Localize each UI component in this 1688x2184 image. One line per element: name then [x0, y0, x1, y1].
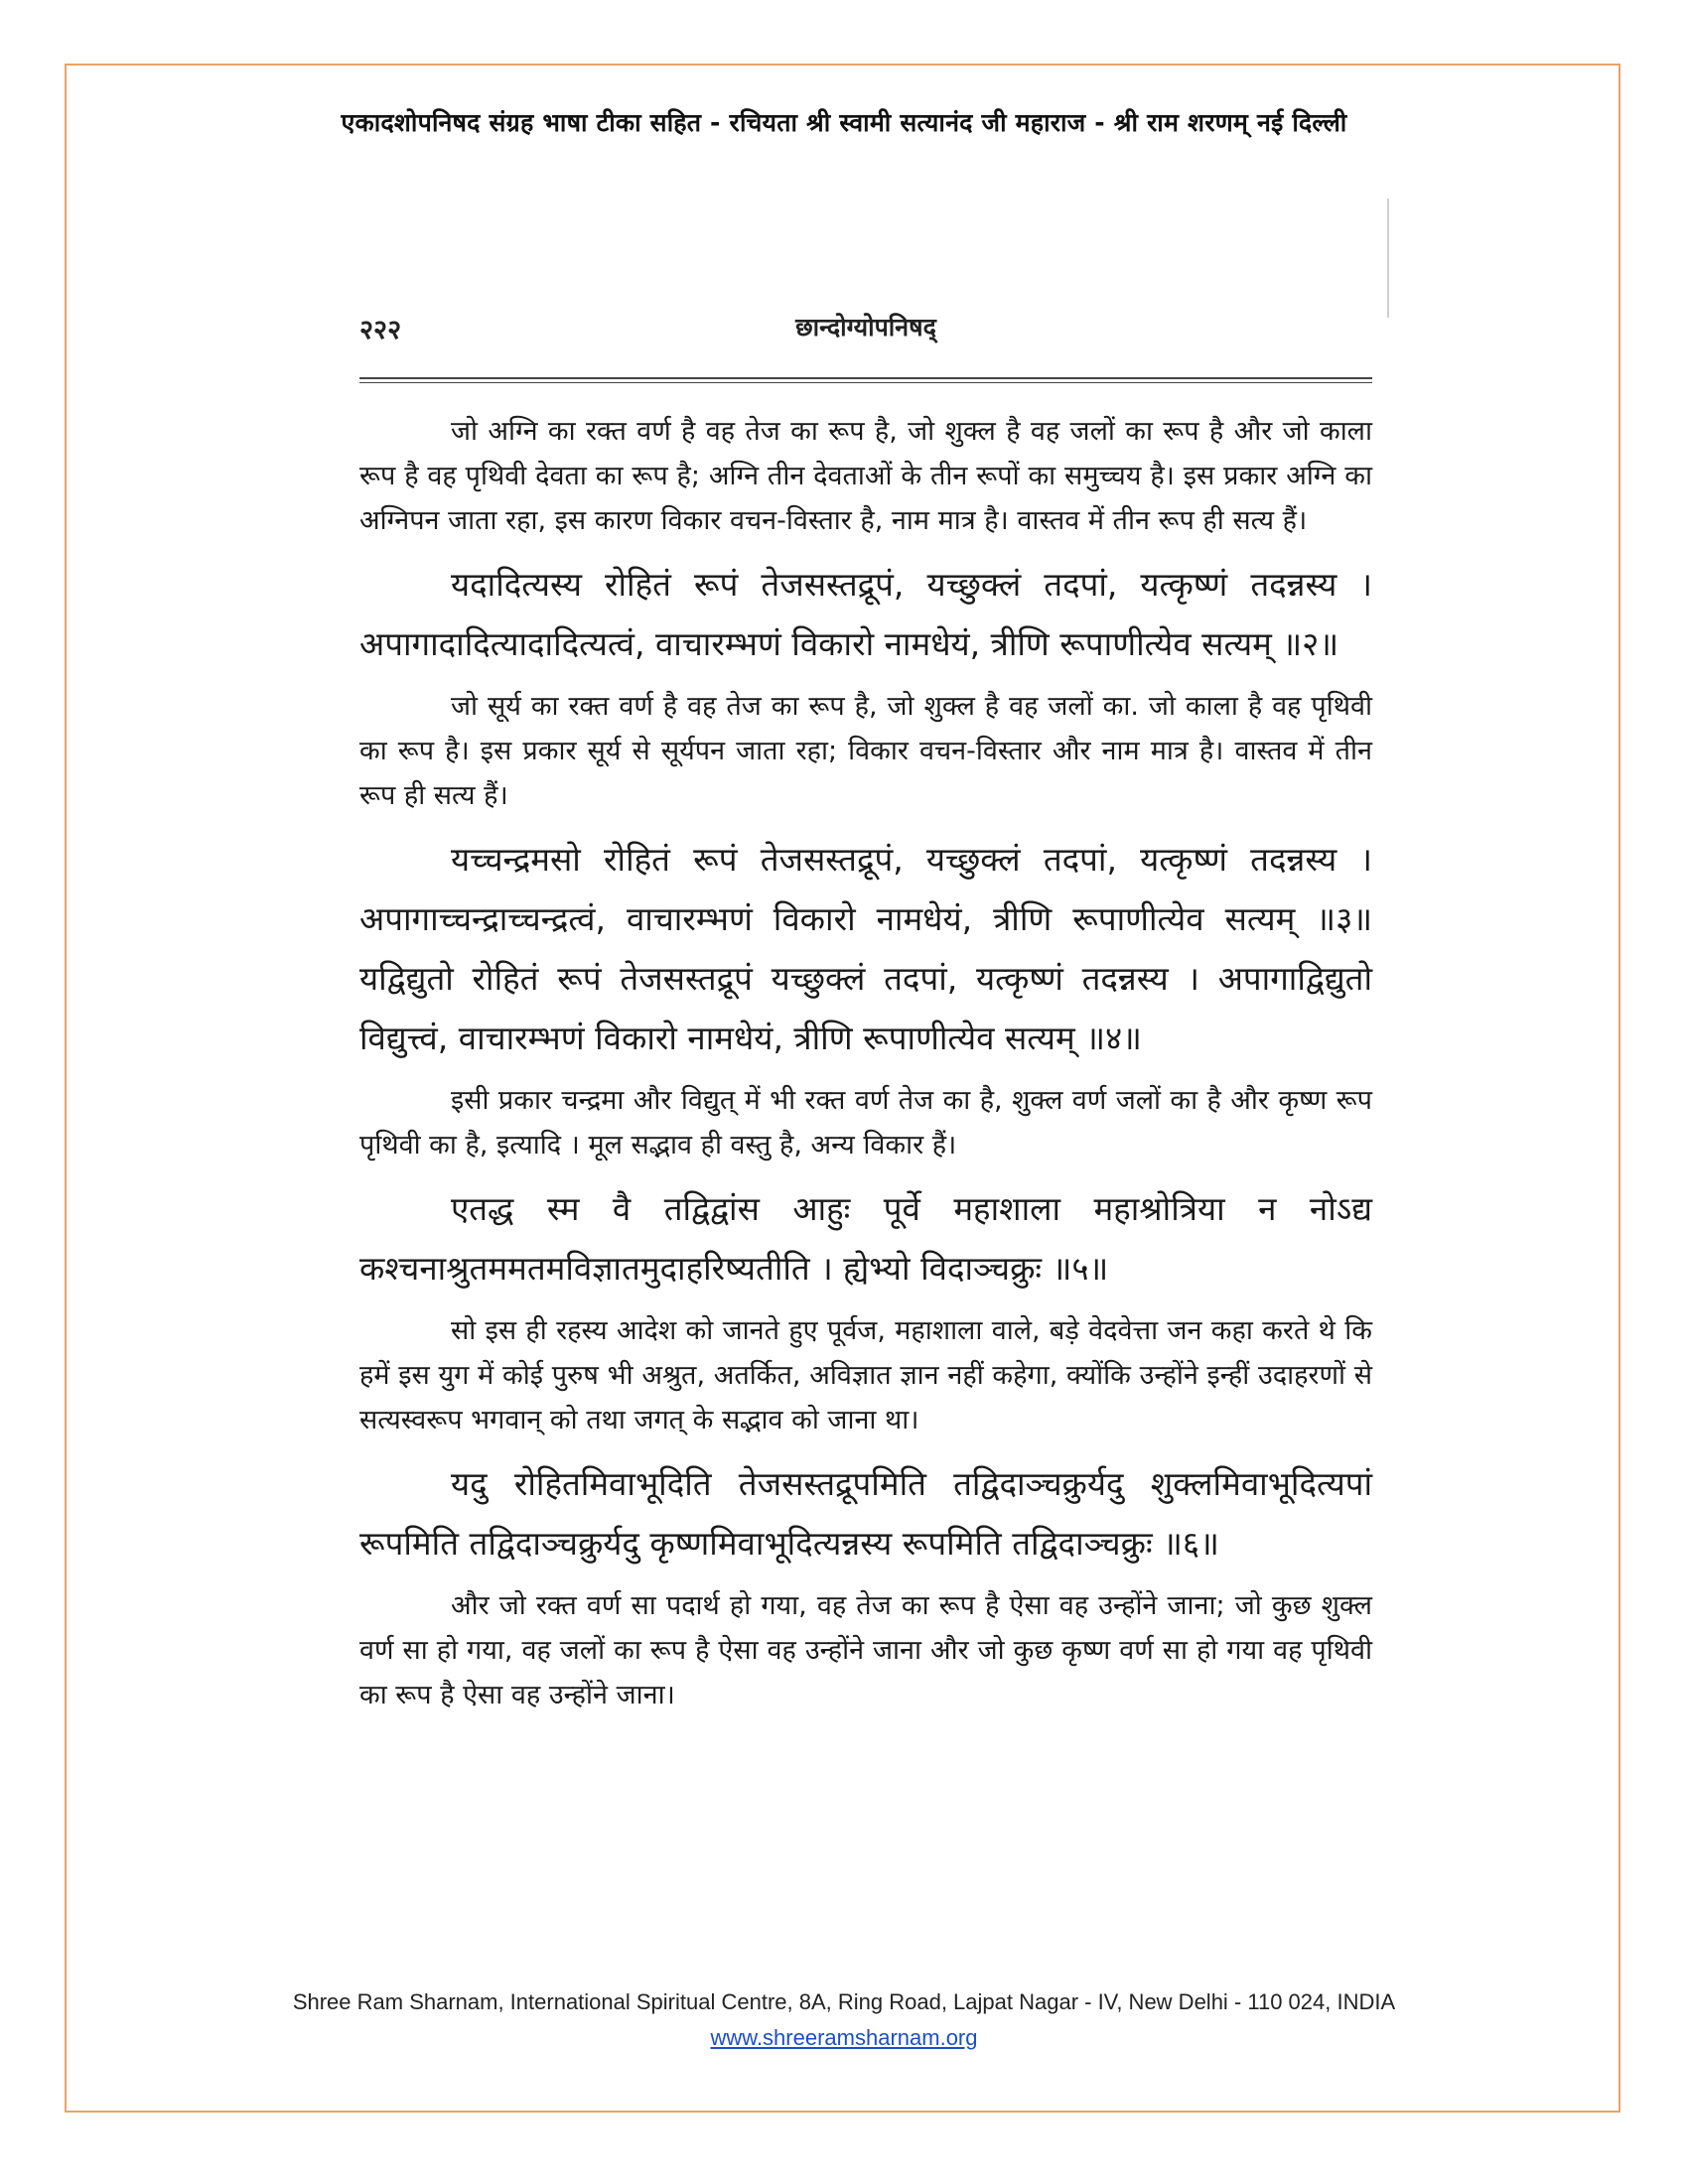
verse-6: यदु रोहितमिवाभूदिति तेजसस्तद्रूपमिति तद्विदाञ्चक्रुर्यदु शुक्लमिवाभूदित्यपां रूपमिति तद्विदाञ्चक्रुर्यदु कृष्णमिवाभूदित्यन्नस्य रूपमिति तद्विदाञ्चक्रुः ॥६॥	[359, 1464, 1372, 1563]
verse-2: यदादित्यस्य रोहितं रूपं तेजसस्तद्रूपं, यच्छुक्लं तदपां, यत्कृष्णं तदन्नस्य । अपागादादित्यादादित्यत्वं, वाचारम्भणं विकारो नामधेयं, त्रीणि रूपाणीत्येव सत्यम् ॥२॥	[359, 565, 1372, 663]
website-link[interactable]: www.shreeramsharnam.org	[710, 2025, 978, 2050]
verse-5: एतद्ध स्म वै तद्विद्वांस आहुः पूर्वे महाशाला महाश्रोत्रिया न नोऽद्य कश्चनाश्रुतममतमविज्ञातमुदाहरिष्यतीति । ह्येभ्यो विदाञ्चक्रुः ॥५॥	[359, 1189, 1372, 1288]
footer	[0, 1989, 1688, 2051]
scanned-page	[359, 306, 1372, 1729]
header-rule	[359, 377, 1372, 383]
translation-paragraph-2: जो सूर्य का रक्त वर्ण है वह तेज का रूप है, जो शुक्ल है वह जलों का. जो काला है वह पृथिवी का रूप है। इस प्रकार सूर्य से सूर्यपन जाता रहा; विकार वचन-विस्तार और नाम मात्र है। वास्तव में तीन रूप ही सत्य हैं।	[359, 691, 1372, 811]
document-header: एकादशोपनिषद संग्रह भाषा टीका सहित - रचियता श्री स्वामी सत्यानंद जी महाराज - श्री राम शरणम् नई दिल्ली	[341, 108, 1347, 137]
translation-paragraph-3: इसी प्रकार चन्द्रमा और विद्युत् में भी रक्त वर्ण तेज का है, शुक्ल वर्ण जलों का है और कृष्ण रूप पृथिवी का है, इत्यादि । मूल सद्भाव ही वस्तु है, अन्य विकार हैं।	[359, 1085, 1372, 1160]
running-head	[359, 306, 1372, 353]
footer-address: Shree Ram Sharnam, International Spiritual Centre, 8A, Ring Road, Lajpat Nagar - IV, New Delhi - 110 024, INDIA	[292, 1989, 1396, 2014]
verse-3-4: यच्चन्द्रमसो रोहितं रूपं तेजसस्तद्रूपं, यच्छुक्लं तदपां, यत्कृष्णं तदन्नस्य । अपागाच्चन्द्राच्चन्द्रत्वं, वाचारम्भणं विकारो नामधेयं, त्रीणि रूपाणीत्येव सत्यम् ॥३॥ यद्विद्युतो रोहितं रूपं तेजसस्तद्रूपं यच्छुक्लं तदपां, यत्कृष्णं तदन्नस्य । अपागाद्विद्युतो विद्युत्त्वं, वाचारम्भणं विकारो नामधेयं, त्रीणि रूपाणीत्येव सत्यम् ॥४॥	[359, 840, 1372, 1057]
scan-edge-mark	[1387, 199, 1389, 318]
translation-paragraph-4: सो इस ही रहस्य आदेश को जानते हुए पूर्वज, महाशाला वाले, बड़े वेदवेत्ता जन कहा करते थे कि हमें इस युग में कोई पुरुष भी अश्रुत, अतर्कित, अविज्ञात ज्ञान नहीं कहेगा, क्योंकि उन्होंने इन्हीं उदाहरणों से सत्यस्वरूप भगवान् को तथा जगत् के सद्भाव को जाना था।	[359, 1315, 1372, 1435]
page-number: २२२	[359, 315, 402, 345]
translation-paragraph-5: और जो रक्त वर्ण सा पदार्थ हो गया, वह तेज का रूप है ऐसा वह उन्होंने जाना; जो कुछ शुक्ल वर्ण सा हो गया, वह जलों का रूप है ऐसा वह उन्होंने जाना और जो कुछ कृष्ण वर्ण सा हो गया वह पृथिवी का रूप है ऐसा वह उन्होंने जाना।	[359, 1590, 1372, 1710]
running-title: छान्दोग्योपनिषद्	[795, 313, 936, 341]
translation-paragraph-1: जो अग्नि का रक्त वर्ण है वह तेज का रूप है, जो शुक्ल है वह जलों का रूप है और जो काला रूप है वह पृथिवी देवता का रूप है; अग्नि तीन देवताओं के तीन रूपों का समुच्चय है। इस प्रकार अग्नि का अग्निपन जाता रहा, इस कारण विकार वचन-विस्तार है, नाम मात्र है। वास्तव में तीन रूप ही सत्य हैं।	[359, 416, 1372, 536]
